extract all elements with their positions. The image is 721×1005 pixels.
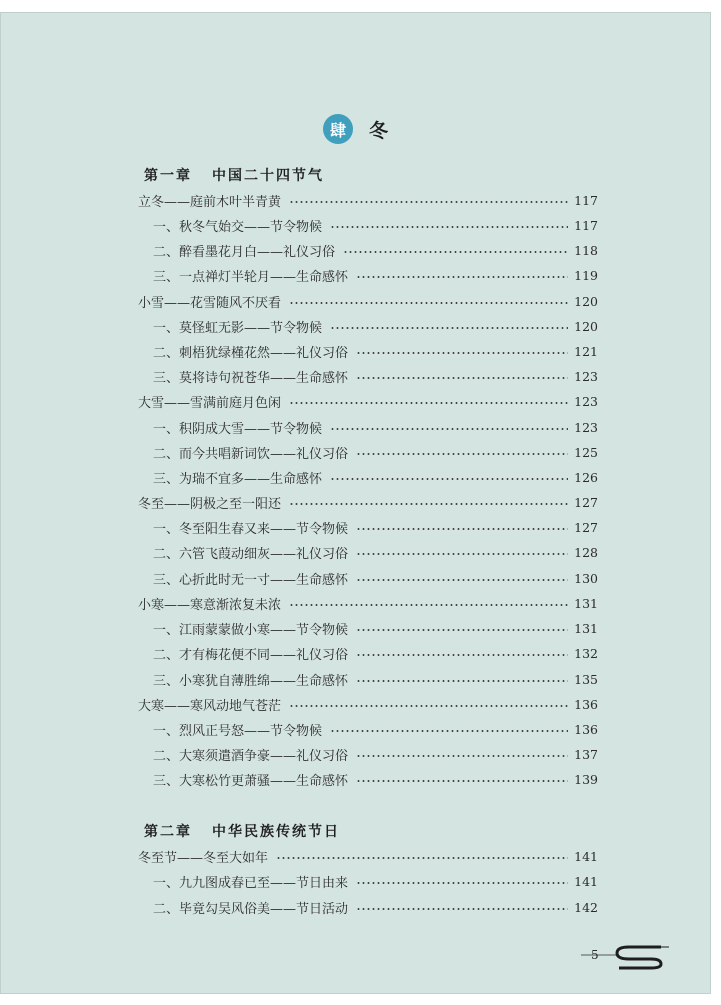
chapter-heading xyxy=(144,821,340,841)
toc-entry[interactable]: 二、刺梧犹绿槿花然——礼仪习俗 121 xyxy=(153,343,598,361)
toc-entry[interactable]: 大寒——寒风动地气苍茫 136 xyxy=(138,696,598,714)
toc-entry[interactable]: 三、心折此时无一寸——生命感怀 130 xyxy=(153,570,598,588)
chapter-label: 第一章 xyxy=(144,168,192,184)
toc-entry[interactable]: 小寒——寒意渐浓复未浓 131 xyxy=(138,595,598,613)
toc-entry[interactable]: 一、冬至阳生春又来——节令物候 127 xyxy=(153,519,598,537)
toc-entry[interactable]: 一、江雨蒙蒙做小寒——节令物候 131 xyxy=(153,620,598,638)
toc-entry[interactable]: 三、大寒松竹更萧骚——生命感怀 139 xyxy=(153,771,598,789)
toc-entry[interactable]: 二、毕竟勾吴风俗美——节日活动 142 xyxy=(153,899,598,917)
toc-entry[interactable]: 二、大寒须遣酒争豪——礼仪习俗 137 xyxy=(153,746,598,764)
toc-entry[interactable]: 三、为瑞不宜多——生命感怀 126 xyxy=(153,469,598,487)
toc-entry[interactable]: 一、九九图成春已至——节日由来 141 xyxy=(153,873,598,891)
section-header xyxy=(1,114,710,144)
chapter-title: 中国二十四节气 xyxy=(212,168,324,184)
toc-entry[interactable]: 三、莫将诗句祝苍华——生命感怀 123 xyxy=(153,368,598,386)
toc-entry[interactable]: 二、六管飞葭动细灰——礼仪习俗 128 xyxy=(153,544,598,562)
chapter-label: 第二章 xyxy=(144,824,192,840)
toc-entry[interactable]: 冬至节——冬至大如年 141 xyxy=(138,848,598,866)
toc-entry[interactable]: 一、莫怪虹无影——节令物候 120 xyxy=(153,318,598,336)
section-title: 冬 xyxy=(368,119,388,142)
chapter-heading xyxy=(144,165,324,185)
toc-entry[interactable]: 大雪——雪满前庭月色闲 123 xyxy=(138,393,598,411)
toc-entry[interactable]: 二、才有梅花便不同——礼仪习俗 132 xyxy=(153,645,598,663)
chapter-title: 中华民族传统节日 xyxy=(212,824,340,840)
toc-entry[interactable]: 三、一点禅灯半轮月——生命感怀 119 xyxy=(153,267,598,285)
section-badge: 肆 xyxy=(323,114,353,144)
toc-entry[interactable]: 小雪——花雪随风不厌看 120 xyxy=(138,293,598,311)
toc-entry[interactable]: 一、烈风正号怒——节令物候 136 xyxy=(153,721,598,739)
toc-entry[interactable]: 立冬——庭前木叶半青黄 117 xyxy=(138,192,598,210)
page-number: 5 xyxy=(591,948,599,962)
toc-entry[interactable]: 二、而今共唱新词饮——礼仪习俗 125 xyxy=(153,444,598,462)
toc-entry[interactable]: 一、积阴成大雪——节令物候 123 xyxy=(153,419,598,437)
toc-entry[interactable]: 三、小寒犹自薄胜绵——生命感怀 135 xyxy=(153,671,598,689)
toc-entry[interactable]: 二、醉看墨花月白——礼仪习俗 118 xyxy=(153,242,598,260)
toc-page xyxy=(0,12,711,994)
toc-entry[interactable]: 冬至——阴极之至一阳还 127 xyxy=(138,494,598,512)
toc-entry[interactable]: 一、秋冬气始交——节令物候 117 xyxy=(153,217,598,235)
